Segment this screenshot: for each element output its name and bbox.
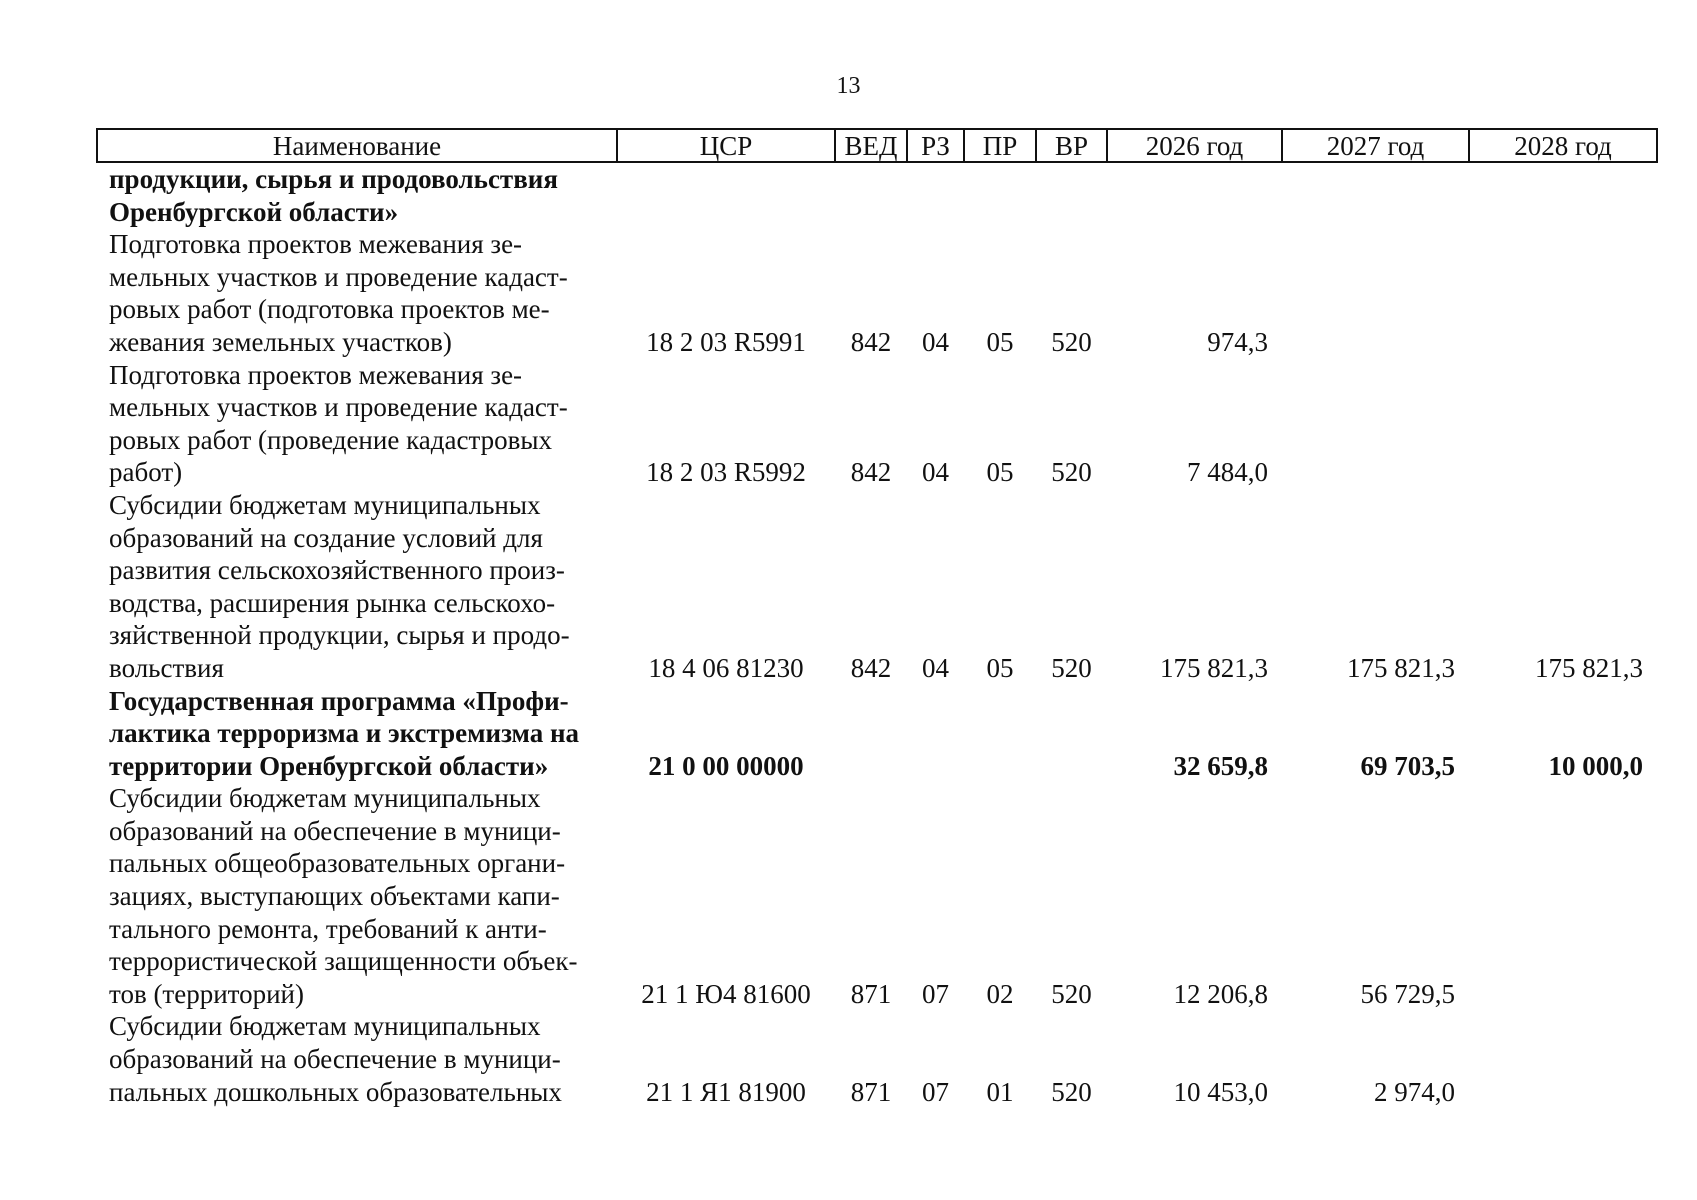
name-line: образований на создание условий для	[109, 522, 543, 553]
cell-2027: 2 974,0	[1374, 1076, 1455, 1107]
name-line: террористической защищенности объек-	[109, 946, 578, 977]
cell-2027	[1282, 359, 1469, 489]
name-line: лактика терроризма и экстремизма на	[109, 718, 580, 749]
cell-ved: 871	[850, 1076, 892, 1107]
name-line: водства, расширения рынка сельскохо-	[109, 587, 556, 618]
header-2027: 2027 год	[1282, 129, 1469, 162]
cell-ved	[835, 685, 907, 783]
name-line: пальных общеобразовательных органи-	[109, 848, 566, 879]
name-line: Субсидии бюджетам муниципальных	[109, 1011, 541, 1042]
cell-ved: 842	[850, 457, 892, 488]
cell-2028	[1469, 1010, 1657, 1108]
table-row	[97, 228, 1657, 358]
cell-2026: 32 659,8	[1173, 750, 1268, 781]
cell-2028: 175 821,3	[1535, 652, 1643, 683]
name-line: Государственная программа «Профи-	[109, 685, 569, 716]
name-line: ровых работ (подготовка проектов ме-	[109, 294, 550, 325]
cell-csr	[617, 162, 835, 228]
cell-vr: 520	[1051, 326, 1092, 357]
cell-rz: 04	[922, 652, 949, 683]
cell-2026	[1107, 162, 1282, 228]
name-line: мельных участков и проведение кадаст-	[109, 392, 568, 423]
cell-rz: 07	[922, 978, 949, 1009]
name-line: Субсидии бюджетам муниципальных	[109, 489, 541, 520]
header-csr: ЦСР	[617, 129, 835, 162]
cell-vr	[1036, 162, 1107, 228]
name-line: пальных дошкольных образовательных	[109, 1076, 562, 1107]
cell-csr: 21 1 Ю4 81600	[641, 978, 811, 1009]
cell-csr: 18 4 06 81230	[648, 652, 804, 683]
name-line: образований на обеспечение в муници-	[109, 815, 561, 846]
table-header	[97, 129, 1657, 162]
name-line: мельных участков и проведение кадаст-	[109, 261, 568, 292]
name-line: вольствия	[109, 652, 224, 683]
table-row	[97, 782, 1657, 1010]
cell-2028	[1469, 782, 1657, 1010]
name-line: Подготовка проектов межевания зе-	[109, 359, 523, 390]
cell-2027	[1282, 228, 1469, 358]
header-rz: РЗ	[907, 129, 964, 162]
cell-pr	[964, 162, 1036, 228]
cell-ved: 871	[850, 978, 892, 1009]
cell-2028	[1469, 162, 1657, 228]
cell-vr: 520	[1051, 652, 1092, 683]
budget-table	[96, 128, 1658, 1108]
name-line: Подготовка проектов межевания зе-	[109, 229, 523, 260]
cell-2026: 974,3	[1207, 326, 1268, 357]
cell-vr: 520	[1051, 1076, 1092, 1107]
cell-ved: 842	[850, 652, 892, 683]
cell-rz: 04	[922, 457, 949, 488]
cell-csr: 21 0 00 00000	[648, 750, 804, 781]
cell-rz	[907, 685, 964, 783]
cell-csr: 21 1 Я1 81900	[646, 1076, 806, 1107]
header-vr: ВР	[1036, 129, 1107, 162]
cell-2027: 175 821,3	[1347, 652, 1455, 683]
name-line: Субсидии бюджетам муниципальных	[109, 783, 541, 814]
page-number: 13	[836, 73, 861, 99]
name-line: зациях, выступающих объектами капи-	[109, 881, 560, 912]
table-row	[97, 685, 1657, 783]
cell-name	[97, 1010, 617, 1108]
name-line: Оренбургской области»	[109, 196, 399, 227]
cell-vr: 520	[1051, 978, 1092, 1009]
cell-csr: 18 2 03 R5992	[646, 457, 806, 488]
header-2028: 2028 год	[1469, 129, 1657, 162]
header-pr: ПР	[964, 129, 1036, 162]
name-line: жевания земельных участков)	[109, 326, 452, 357]
cell-2027	[1282, 162, 1469, 228]
name-line: ровых работ (проведение кадастровых	[109, 424, 552, 455]
name-line: продукции, сырья и продовольствия	[109, 164, 558, 194]
cell-rz: 07	[922, 1076, 949, 1107]
cell-ved: 842	[850, 326, 892, 357]
cell-name	[97, 685, 617, 783]
cell-2028	[1469, 359, 1657, 489]
cell-pr: 05	[986, 326, 1014, 357]
cell-2027: 56 729,5	[1360, 978, 1455, 1009]
table-row	[97, 162, 1657, 228]
cell-pr: 01	[986, 1076, 1014, 1107]
cell-rz: 04	[922, 326, 949, 357]
cell-rz	[907, 162, 964, 228]
name-line: зяйственной продукции, сырья и продо-	[109, 620, 570, 651]
header-name: Наименование	[97, 129, 617, 162]
cell-2028: 10 000,0	[1548, 750, 1643, 781]
cell-2026: 7 484,0	[1187, 457, 1268, 488]
cell-2026: 175 821,3	[1160, 652, 1268, 683]
cell-name	[97, 359, 617, 489]
cell-2026: 10 453,0	[1173, 1076, 1268, 1107]
cell-2026: 12 206,8	[1173, 978, 1268, 1009]
header-2026: 2026 год	[1107, 129, 1282, 162]
cell-name	[97, 228, 617, 358]
cell-2028	[1469, 228, 1657, 358]
name-line: тов (территорий)	[109, 978, 304, 1009]
name-line: образований на обеспечение в муници-	[109, 1044, 561, 1075]
name-line: территории Оренбургской области»	[109, 750, 549, 781]
cell-pr	[964, 685, 1036, 783]
cell-vr	[1036, 685, 1107, 783]
cell-name	[97, 162, 617, 228]
table-row	[97, 359, 1657, 489]
table-row	[97, 489, 1657, 685]
cell-csr: 18 2 03 R5991	[646, 326, 806, 357]
name-line: работ)	[109, 457, 183, 488]
cell-name	[97, 489, 617, 685]
cell-pr: 05	[986, 457, 1014, 488]
table-body	[97, 162, 1657, 1108]
cell-ved	[835, 162, 907, 228]
cell-name	[97, 782, 617, 1010]
cell-pr: 05	[986, 652, 1014, 683]
cell-pr: 02	[986, 978, 1014, 1009]
table-row	[97, 1010, 1657, 1108]
cell-2027: 69 703,5	[1360, 750, 1455, 781]
name-line: развития сельскохозяйственного произ-	[109, 555, 565, 586]
name-line: тального ремонта, требований к анти-	[109, 913, 547, 944]
header-ved: ВЕД	[835, 129, 907, 162]
cell-vr: 520	[1051, 457, 1092, 488]
